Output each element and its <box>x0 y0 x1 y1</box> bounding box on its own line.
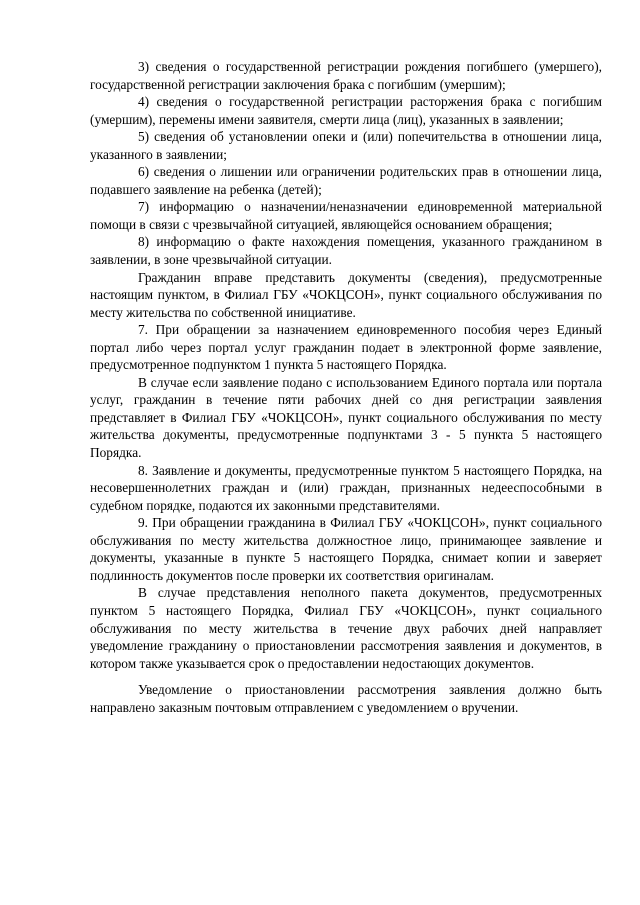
paragraph-spacer <box>90 672 602 681</box>
paragraph-item-5: 5) сведения об установлении опеки и (или) попечительства в отношении лица, указанного в заявлении; <box>90 129 602 162</box>
paragraph-notification: Уведомление о приостановлении рассмотрения заявления должно быть направлено заказным почтовым отправлением с уведомлением о вручении. <box>90 682 602 715</box>
paragraph-section-8: 8. Заявление и документы, предусмотренные пунктом 5 настоящего Порядка, на несовершеннолетних граждан и (или) граждан, признанных недееспособными в судебном порядке, подаются их законными представителями. <box>90 462 602 513</box>
document-body <box>90 58 602 716</box>
paragraph-item-7: 7) информацию о назначении/неназначении единовременной материальной помощи в связи с чрезвычайной ситуацией, являющейся основанием обращения; <box>90 199 602 232</box>
paragraph-incomplete-package: В случае представления неполного пакета документов, предусмотренных пунктом 5 настоящего Порядка, Филиал ГБУ «ЧОКЦСОН», пункт социального обслуживания по месту жительства в течение двух рабочих дней направляет уведомление гражданину о приостановлении рассмотрения заявления и документов, в котором также указывается срок о предоставлении недостающих документов. <box>90 585 602 671</box>
paragraph-section-7: 7. При обращении за назначением единовременного пособия через Единый портал либо через портал услуг гражданин подает в электронной форме заявление, предусмотренное подпунктом 1 пункта 5 настоящего Порядка. <box>90 322 602 373</box>
paragraph-item-6: 6) сведения о лишении или ограничении родительских прав в отношении лица, подавшего заявление на ребенка (детей); <box>90 164 602 197</box>
paragraph-item-4: 4) сведения о государственной регистрации расторжения брака с погибшим (умершим), перемены имени заявителя, смерти лица (лиц), указанных в заявлении; <box>90 94 602 127</box>
paragraph-section-9: 9. При обращении гражданина в Филиал ГБУ «ЧОКЦСОН», пункт социального обслуживания по месту жительства должностное лицо, принимающее заявление и документы, указанные в пункте 5 настоящего Порядка, снимает копии и заверяет подлинность документов после проверки их соответствия оригиналам. <box>90 515 602 583</box>
paragraph-citizen-right: Гражданин вправе представить документы (сведения), предусмотренные настоящим пунктом, в Филиал ГБУ «ЧОКЦСОН», пункт социального обслуживания по месту жительства по собственной инициативе. <box>90 269 602 320</box>
paragraph-item-8: 8) информацию о факте нахождения помещения, указанного гражданином в заявлении, в зоне чрезвычайной ситуации. <box>90 234 602 268</box>
paragraph-item-3: 3) сведения о государственной регистрации рождения погибшего (умершего), государственной регистрации заключения брака с погибшим (умершим); <box>90 59 602 92</box>
paragraph-portal-case: В случае если заявление подано с использованием Единого портала или портала услуг, гражданин в течение пяти рабочих дней со дня регистрации заявления представляет в Филиал ГБУ «ЧОКЦСОН», пункт социального обслуживания по месту жительства документы, предусмотренные подпунктами 3 - 5 пункта 5 настоящего Порядка. <box>90 374 602 461</box>
